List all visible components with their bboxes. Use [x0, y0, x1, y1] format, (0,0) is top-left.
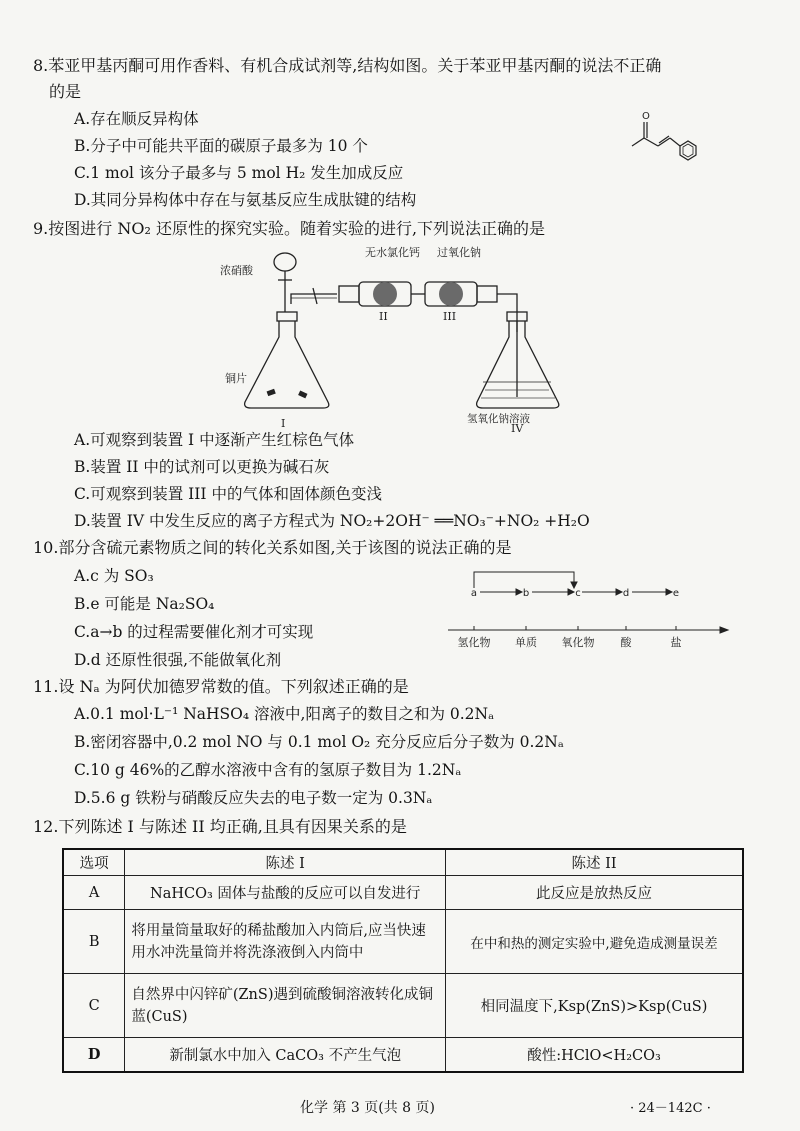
row-c-statement-1: 自然界中闪锌矿(ZnS)遇到硫酸铜溶液转化成铜蓝(CuS): [125, 974, 446, 1038]
row-b-statement-2: 在中和热的测定实验中,避免造成测量误差: [446, 910, 743, 974]
row-d-statement-1: 新制氯水中加入 CaCO₃ 不产生气泡: [125, 1038, 446, 1072]
label-IV: IV: [511, 422, 524, 432]
q10-option-b: B.e 可能是 Na₂SO₄: [74, 595, 215, 613]
row-a-statement-2: 此反应是放热反应: [446, 876, 743, 910]
q9-option-d: D.装置 IV 中发生反应的离子方程式为 NO₂+2OH⁻ ══NO₃⁻+NO₂ +H₂O: [74, 512, 590, 530]
page-footer: 化学 第 3 页(共 8 页): [300, 1100, 435, 1116]
q12-stem: 12.下列陈述 I 与陈述 II 均正确,且具有因果关系的是: [33, 817, 407, 836]
label-anhydrous-cacl2: 无水氯化钙: [365, 246, 420, 259]
page-code: · 24－142C ·: [630, 1101, 711, 1116]
header-statement-1: 陈述 I: [125, 849, 446, 876]
row-a-statement-1: NaHCO₃ 固体与盐酸的反应可以自发进行: [125, 876, 446, 910]
q11-option-c: C.10 g 46%的乙醇水溶液中含有的氢原子数目为 1.2Nₐ: [74, 761, 462, 779]
node-d: d: [622, 588, 630, 599]
q11-stem: 11.设 Nₐ 为阿伏加德罗常数的值。下列叙述正确的是: [33, 677, 409, 696]
node-b: b: [522, 588, 530, 599]
axis-element: 单质: [515, 636, 537, 649]
axis-hydride: 氢化物: [457, 636, 491, 649]
q10-option-a: A.c 为 SO₃: [74, 567, 154, 585]
q8-stem-line1: 8.苯亚甲基丙酮可用作香料、有机合成试剂等,结构如图。关于苯亚甲基丙酮的说法不正确: [33, 56, 662, 75]
header-statement-2: 陈述 II: [446, 849, 743, 876]
q10-stem: 10.部分含硫元素物质之间的转化关系如图,关于该图的说法正确的是: [33, 538, 512, 557]
q11-option-d: D.5.6 g 铁粉与硝酸反应失去的电子数一定为 0.3Nₐ: [74, 789, 433, 807]
row-d-statement-2: 酸性:HClO<H₂CO₃: [446, 1038, 743, 1072]
label-copper: 铜片: [225, 372, 247, 385]
q10-option-c: C.a→b 的过程需要催化剂才可实现: [74, 623, 314, 641]
q8-option-a: A.存在顺反异构体: [74, 110, 199, 128]
no2-apparatus-diagram: [215, 242, 570, 432]
axis-oxide: 氧化物: [561, 636, 595, 649]
benzylideneacetone-structure: [628, 108, 700, 168]
label-I: I: [281, 417, 286, 430]
row-b-label: B: [63, 910, 125, 974]
row-c-statement-2: 相同温度下,Ksp(ZnS)>Ksp(CuS): [446, 974, 743, 1038]
q9-option-a: A.可观察到装置 I 中逐渐产生红棕色气体: [74, 431, 355, 449]
q12-table: [62, 848, 744, 1073]
label-III: III: [443, 310, 457, 323]
sulfur-conversion-diagram: [440, 562, 730, 650]
header-option: 选项: [63, 849, 125, 876]
q8-option-b: B.分子中可能共平面的碳原子最多为 10 个: [74, 137, 368, 155]
axis-salt: 盐: [670, 636, 682, 649]
q11-option-b: B.密闭容器中,0.2 mol NO 与 0.1 mol O₂ 充分反应后分子数为 0.2Nₐ: [74, 733, 564, 751]
node-e: e: [672, 588, 680, 599]
row-c-label: C: [63, 974, 125, 1038]
label-II: II: [379, 310, 388, 323]
row-b-statement-1: 将用量筒量取好的稀盐酸加入内筒后,应当快速用水冲洗量筒并将洗涤液倒入内筒中: [125, 910, 446, 974]
q10-option-d: D.d 还原性很强,不能做氧化剂: [74, 651, 282, 669]
table-row: [63, 910, 743, 974]
label-na2o2: 过氧化钠: [437, 246, 481, 259]
table-row: [63, 1038, 743, 1072]
q9-option-b: B.装置 II 中的试剂可以更换为碱石灰: [74, 458, 330, 476]
q8-option-c: C.1 mol 该分子最多与 5 mol H₂ 发生加成反应: [74, 164, 404, 182]
table-header-row: [63, 849, 743, 876]
table-row: [63, 974, 743, 1038]
q9-option-c: C.可观察到装置 III 中的气体和固体颜色变浅: [74, 485, 382, 503]
row-a-label: A: [63, 876, 125, 910]
label-naoh-solution: 氢氧化钠溶液: [467, 413, 530, 425]
row-d-label: D: [63, 1038, 125, 1072]
q9-stem: 9.按图进行 NO₂ 还原性的探究实验。随着实验的进行,下列说法正确的是: [33, 219, 546, 238]
q8-option-d: D.其同分异构体中存在与氨基反应生成肽键的结构: [74, 191, 417, 209]
q11-option-a: A.0.1 mol·L⁻¹ NaHSO₄ 溶液中,阳离子的数目之和为 0.2Nₐ: [74, 705, 495, 723]
node-c: c: [575, 588, 581, 599]
label-conc-nitric-acid: 浓硝酸: [220, 264, 253, 277]
carbonyl-o-label: O: [642, 111, 650, 122]
table-row: [63, 876, 743, 910]
axis-acid: 酸: [620, 636, 632, 649]
q8-stem-line2: 的是: [49, 82, 82, 101]
node-a: a: [470, 588, 478, 599]
